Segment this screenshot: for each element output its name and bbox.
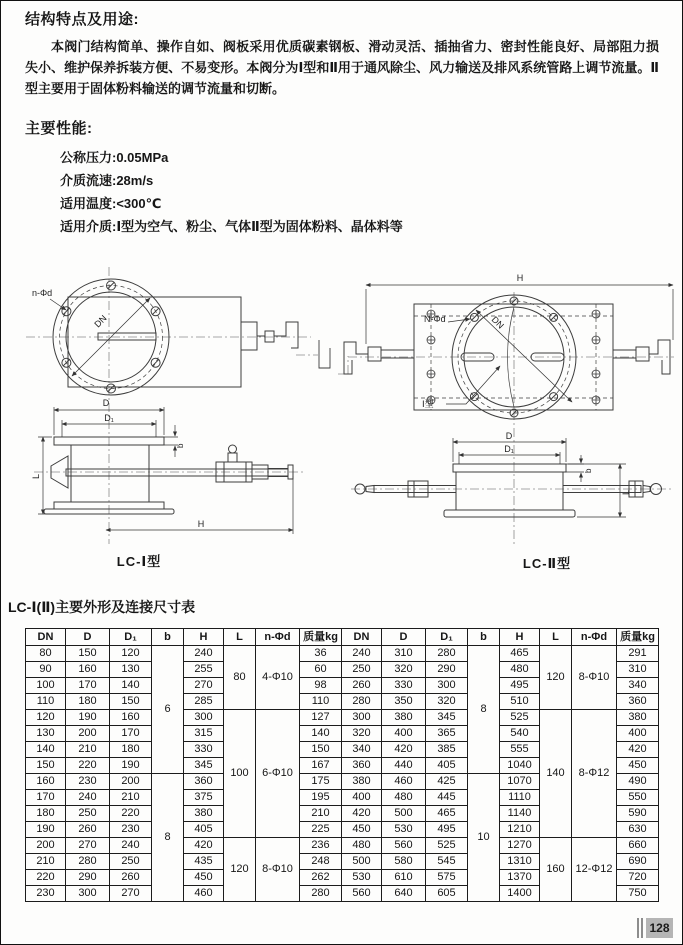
cell-dn: 530 xyxy=(342,870,382,886)
cell-h: 255 xyxy=(184,662,224,678)
cell-d: 250 xyxy=(66,806,110,822)
cell-h: 240 xyxy=(184,646,224,662)
cell-d1: 300 xyxy=(426,678,468,694)
cell-d: 400 xyxy=(382,726,426,742)
cell-d1: 140 xyxy=(110,678,152,694)
cell-dn: 80 xyxy=(26,646,66,662)
cell-weight: 750 xyxy=(617,886,659,902)
cell-h: 1270 xyxy=(500,838,540,854)
cell-h: 465 xyxy=(500,646,540,662)
cell-h: 300 xyxy=(184,710,224,726)
cell-d1: 130 xyxy=(110,662,152,678)
cell-weight: 590 xyxy=(617,806,659,822)
cell-dn: 160 xyxy=(26,774,66,790)
cell-d: 150 xyxy=(66,646,110,662)
column-header: D xyxy=(382,629,426,646)
column-header: H xyxy=(500,629,540,646)
cell-d1: 365 xyxy=(426,726,468,742)
column-header: D₁ xyxy=(110,629,152,646)
cell-d: 310 xyxy=(382,646,426,662)
cell-h: 510 xyxy=(500,694,540,710)
cell-n-phid: 8-Φ10 xyxy=(572,646,617,710)
cell-h: 460 xyxy=(184,886,224,902)
cell-dn: 210 xyxy=(26,854,66,870)
cell-dn: 110 xyxy=(26,694,66,710)
spec-flow-speed: 介质流速:28m/s xyxy=(60,173,154,188)
cell-weight: 167 xyxy=(300,758,342,774)
spec-temperature: 适用温度:<300℃ xyxy=(60,196,162,211)
cell-h: 525 xyxy=(500,710,540,726)
cell-h: 1110 xyxy=(500,790,540,806)
cell-b: 6 xyxy=(152,646,184,774)
cell-d: 220 xyxy=(66,758,110,774)
cell-d: 290 xyxy=(66,870,110,886)
cell-dn: 500 xyxy=(342,854,382,870)
cell-l: 120 xyxy=(224,838,256,902)
column-header: L xyxy=(540,629,572,646)
cell-d: 350 xyxy=(382,694,426,710)
column-header: b xyxy=(468,629,500,646)
cell-dn: 190 xyxy=(26,822,66,838)
dim-label-dn: DN xyxy=(489,314,506,331)
cell-h: 405 xyxy=(184,822,224,838)
cell-weight: 360 xyxy=(617,694,659,710)
cell-d: 460 xyxy=(382,774,426,790)
column-header: DN xyxy=(342,629,382,646)
column-header: D₁ xyxy=(426,629,468,646)
table-body xyxy=(26,646,659,902)
cell-h: 330 xyxy=(184,742,224,758)
cell-d: 500 xyxy=(382,806,426,822)
cell-h: 1310 xyxy=(500,854,540,870)
valve-body-side xyxy=(71,445,149,502)
cell-dn: 220 xyxy=(26,870,66,886)
cell-dn: 480 xyxy=(342,838,382,854)
cell-d1: 160 xyxy=(110,710,152,726)
cell-weight: 60 xyxy=(300,662,342,678)
cell-weight: 660 xyxy=(617,838,659,854)
cell-d: 200 xyxy=(66,726,110,742)
cell-h: 360 xyxy=(184,774,224,790)
table-header-row xyxy=(26,629,659,646)
dim-label-n-phid: N-Φd xyxy=(424,314,446,324)
cell-d: 640 xyxy=(382,886,426,902)
cell-d1: 445 xyxy=(426,790,468,806)
cell-d1: 200 xyxy=(110,774,152,790)
lc2-caption: LC-Ⅱ型 xyxy=(522,556,572,571)
column-header: n-Φd xyxy=(256,629,300,646)
cell-dn: 400 xyxy=(342,790,382,806)
cell-b: 8 xyxy=(468,646,500,774)
spec-pressure: 公称压力:0.05MPa xyxy=(60,150,169,165)
cell-weight: 175 xyxy=(300,774,342,790)
cell-d: 480 xyxy=(382,790,426,806)
cell-d1: 260 xyxy=(110,870,152,886)
cell-d: 270 xyxy=(66,838,110,854)
cell-weight: 236 xyxy=(300,838,342,854)
cell-weight: 280 xyxy=(300,886,342,902)
cell-d1: 120 xyxy=(110,646,152,662)
valve-body-topview xyxy=(68,297,241,387)
cell-dn: 300 xyxy=(342,710,382,726)
cell-dn: 120 xyxy=(26,710,66,726)
cell-h: 450 xyxy=(184,870,224,886)
cell-dn: 130 xyxy=(26,726,66,742)
cell-l: 120 xyxy=(540,646,572,710)
cell-weight: 310 xyxy=(617,662,659,678)
cell-b: 10 xyxy=(468,774,500,902)
cell-d1: 545 xyxy=(426,854,468,870)
cell-dn: 340 xyxy=(342,742,382,758)
cell-d: 210 xyxy=(66,742,110,758)
cell-d: 260 xyxy=(66,822,110,838)
dimension-table xyxy=(25,628,659,902)
cell-weight: 98 xyxy=(300,678,342,694)
cell-d1: 170 xyxy=(110,726,152,742)
cell-d1: 345 xyxy=(426,710,468,726)
dim-label-d1: D₁ xyxy=(504,444,514,454)
cell-weight: 550 xyxy=(617,790,659,806)
cell-d1: 605 xyxy=(426,886,468,902)
cell-weight: 380 xyxy=(617,710,659,726)
cell-d1: 465 xyxy=(426,806,468,822)
cell-h: 435 xyxy=(184,854,224,870)
cell-d1: 210 xyxy=(110,790,152,806)
lc1-technical-drawing xyxy=(6,252,336,552)
cell-d1: 280 xyxy=(426,646,468,662)
table-head xyxy=(26,629,659,646)
cell-weight: 420 xyxy=(617,742,659,758)
dim-label-dn: DN xyxy=(92,313,109,330)
cell-h: 270 xyxy=(184,678,224,694)
cell-dn: 320 xyxy=(342,726,382,742)
cell-weight: 195 xyxy=(300,790,342,806)
cell-d: 190 xyxy=(66,710,110,726)
cell-d1: 240 xyxy=(110,838,152,854)
cell-d1: 425 xyxy=(426,774,468,790)
cell-h: 375 xyxy=(184,790,224,806)
cell-dn: 230 xyxy=(26,886,66,902)
cell-d: 300 xyxy=(66,886,110,902)
column-header: n-Φd xyxy=(572,629,617,646)
cell-h: 495 xyxy=(500,678,540,694)
cell-dn: 260 xyxy=(342,678,382,694)
cell-dn: 100 xyxy=(26,678,66,694)
cell-d: 330 xyxy=(382,678,426,694)
cell-h: 1070 xyxy=(500,774,540,790)
dim-label-l: L xyxy=(621,489,631,495)
cell-l: 160 xyxy=(540,838,572,902)
cell-dn: 560 xyxy=(342,886,382,902)
cell-n-phid: 8-Φ12 xyxy=(572,710,617,838)
section-title-performance: 主要性能: xyxy=(25,120,93,137)
cell-d1: 320 xyxy=(426,694,468,710)
cell-d1: 220 xyxy=(110,806,152,822)
cell-dn: 380 xyxy=(342,774,382,790)
cell-d: 160 xyxy=(66,662,110,678)
cell-weight: 210 xyxy=(300,806,342,822)
cell-weight: 340 xyxy=(617,678,659,694)
cell-l: 140 xyxy=(540,710,572,838)
cell-weight: 225 xyxy=(300,822,342,838)
cell-l: 100 xyxy=(224,710,256,838)
cell-d: 240 xyxy=(66,790,110,806)
footer-divider-bar xyxy=(641,918,643,938)
cell-d1: 405 xyxy=(426,758,468,774)
table-row xyxy=(26,646,659,662)
cell-d1: 250 xyxy=(110,854,152,870)
cell-h: 1040 xyxy=(500,758,540,774)
cell-dn: 280 xyxy=(342,694,382,710)
dim-label-d1: D₁ xyxy=(104,413,114,423)
top-flange-side xyxy=(453,464,566,472)
cell-d: 580 xyxy=(382,854,426,870)
column-header: DN xyxy=(26,629,66,646)
footer-divider-bar xyxy=(637,918,639,938)
cell-weight: 490 xyxy=(617,774,659,790)
cell-d: 440 xyxy=(382,758,426,774)
cell-d1: 290 xyxy=(426,662,468,678)
cell-weight: 630 xyxy=(617,822,659,838)
stem-rod xyxy=(51,445,293,488)
dim-label-l: L xyxy=(31,473,41,479)
dimension-lines xyxy=(366,285,673,517)
page-number: 128 xyxy=(646,918,673,938)
cell-h: 1140 xyxy=(500,806,540,822)
cell-h: 540 xyxy=(500,726,540,742)
cell-n-phid: 6-Φ10 xyxy=(256,710,300,838)
cell-dn: 200 xyxy=(26,838,66,854)
cell-dn: 450 xyxy=(342,822,382,838)
cell-dn: 420 xyxy=(342,806,382,822)
cell-dn: 90 xyxy=(26,662,66,678)
cell-d: 280 xyxy=(66,854,110,870)
dim-label-h: H xyxy=(516,273,524,283)
column-header: D xyxy=(66,629,110,646)
cell-d: 530 xyxy=(382,822,426,838)
cell-dn: 150 xyxy=(26,758,66,774)
cell-dn: 250 xyxy=(342,662,382,678)
column-header: L xyxy=(224,629,256,646)
cell-weight: 150 xyxy=(300,742,342,758)
column-header: 质量kg xyxy=(300,629,342,646)
cell-d1: 190 xyxy=(110,758,152,774)
cell-weight: 291 xyxy=(617,646,659,662)
features-paragraph: 本阀门结构简单、操作自如、阀板采用优质碳素钢板、滑动灵活、插抽省力、密封性能良好、局部阻力损失小、维护保养拆装方便、不易变形。本阀分为Ⅰ型和Ⅱ用于通风除尘、风力输送及排风系统管路上调节流量。Ⅱ型主要用于固体粉料输送的调节流量和切断。 xyxy=(25,39,659,96)
cell-h: 480 xyxy=(500,662,540,678)
cell-d: 230 xyxy=(66,774,110,790)
cell-weight: 450 xyxy=(617,758,659,774)
cell-weight: 720 xyxy=(617,870,659,886)
cell-d: 320 xyxy=(382,662,426,678)
label-type1: Ⅰ型 xyxy=(422,399,434,409)
cell-h: 285 xyxy=(184,694,224,710)
cell-d: 380 xyxy=(382,710,426,726)
cell-d: 560 xyxy=(382,838,426,854)
cell-dn: 240 xyxy=(342,646,382,662)
column-header: 质量kg xyxy=(617,629,659,646)
cell-weight: 690 xyxy=(617,854,659,870)
cell-b: 8 xyxy=(152,774,184,902)
cell-d1: 495 xyxy=(426,822,468,838)
cell-n-phid: 4-Φ10 xyxy=(256,646,300,710)
cell-weight: 400 xyxy=(617,726,659,742)
cell-d1: 230 xyxy=(110,822,152,838)
cell-l: 80 xyxy=(224,646,256,710)
cell-d: 180 xyxy=(66,694,110,710)
table-row xyxy=(26,838,659,854)
crank-handle xyxy=(241,322,298,350)
cell-d: 420 xyxy=(382,742,426,758)
dim-label-b: b xyxy=(176,443,185,448)
cell-d1: 150 xyxy=(110,694,152,710)
column-header: H xyxy=(184,629,224,646)
dim-label-d: D xyxy=(505,431,513,441)
cell-dn: 170 xyxy=(26,790,66,806)
cell-weight: 262 xyxy=(300,870,342,886)
lc2-technical-drawing xyxy=(336,252,681,552)
left-crank-handle xyxy=(344,342,414,374)
cell-h: 1370 xyxy=(500,870,540,886)
section-title-features: 结构特点及用途: xyxy=(25,11,139,28)
cell-d1: 385 xyxy=(426,742,468,758)
cell-dn: 140 xyxy=(26,742,66,758)
dimension-lines xyxy=(38,298,293,534)
valve-plate-edge xyxy=(98,333,156,340)
cell-weight: 110 xyxy=(300,694,342,710)
cell-dn: 360 xyxy=(342,758,382,774)
performance-spec-list xyxy=(60,146,403,238)
cell-h: 1210 xyxy=(500,822,540,838)
spec-medium: 适用介质:Ⅰ型为空气、粉尘、气体Ⅱ型为固体粉料、晶体料等 xyxy=(60,219,403,234)
dim-label-b: b xyxy=(584,468,593,473)
cell-weight: 248 xyxy=(300,854,342,870)
cell-weight: 140 xyxy=(300,726,342,742)
far-bracket xyxy=(319,340,330,368)
table-row xyxy=(26,710,659,726)
cell-h: 420 xyxy=(184,838,224,854)
lc1-caption: LC-Ⅰ型 xyxy=(116,554,162,569)
cell-h: 1400 xyxy=(500,886,540,902)
cell-h: 315 xyxy=(184,726,224,742)
valve-body-side xyxy=(456,472,563,510)
column-header: b xyxy=(152,629,184,646)
cell-d1: 180 xyxy=(110,742,152,758)
dim-label-n-phid: n-Φd xyxy=(32,288,53,298)
cell-h: 380 xyxy=(184,806,224,822)
cell-d: 610 xyxy=(382,870,426,886)
cell-n-phid: 12-Φ12 xyxy=(572,838,617,902)
cell-dn: 180 xyxy=(26,806,66,822)
cell-weight: 127 xyxy=(300,710,342,726)
base-plate xyxy=(444,510,575,517)
cell-n-phid: 8-Φ10 xyxy=(256,838,300,902)
cell-d1: 525 xyxy=(426,838,468,854)
dim-label-h: H xyxy=(197,519,205,529)
cell-d1: 270 xyxy=(110,886,152,902)
dim-label-d: D xyxy=(102,398,110,408)
cell-h: 555 xyxy=(500,742,540,758)
cell-d: 170 xyxy=(66,678,110,694)
cell-weight: 36 xyxy=(300,646,342,662)
cell-d1: 575 xyxy=(426,870,468,886)
table-title: LC-Ⅰ(Ⅱ)主要外形及连接尺寸表 xyxy=(8,599,196,615)
cell-h: 345 xyxy=(184,758,224,774)
